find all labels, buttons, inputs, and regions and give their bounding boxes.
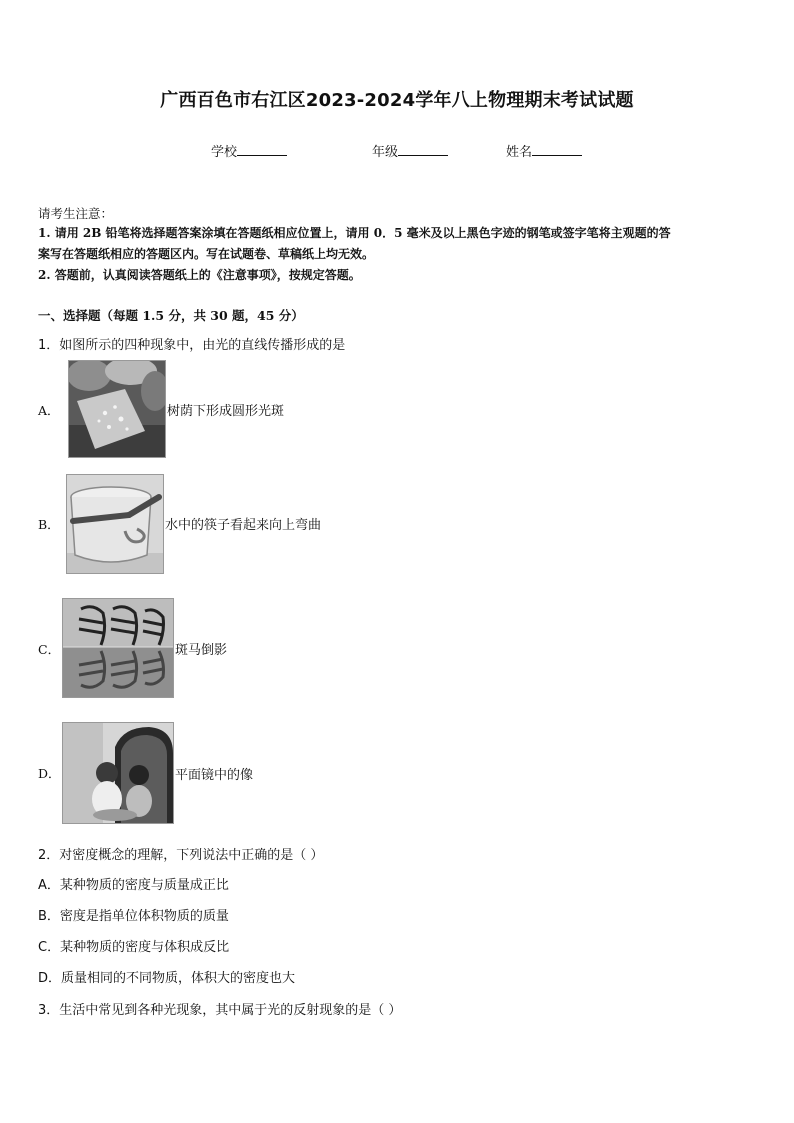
notice-line-1: 1. 请用 2B 铅笔将选择题答案涂填在答题纸相应位置上，请用 0．5 毫米及以上黑色字迹的钢笔或签字笔将主观题的答 — [38, 226, 671, 240]
q1-option-b-text: 水中的筷子看起来向上弯曲 — [165, 518, 322, 533]
q1-option-a-text: 树荫下形成圆形光斑 — [167, 404, 285, 419]
grade-label: 年级 — [372, 145, 399, 160]
notice-heading: 请考生注意： — [38, 206, 114, 221]
q1-option-a-letter: A． — [38, 403, 60, 418]
tree-shade-graphic — [69, 361, 165, 457]
tree-shade-image — [68, 360, 166, 458]
notice-line-2: 案写在答题纸相应的答题区内。写在试题卷、草稿纸上均无效。 — [38, 247, 375, 261]
school-blank[interactable] — [237, 143, 287, 156]
page-title: 广西百色市右江区2023-2024学年八上物理期末考试试题 — [160, 90, 634, 111]
grade-field — [372, 141, 448, 160]
grade-blank[interactable] — [398, 143, 448, 156]
q2-option-b: B．密度是指单位体积物质的质量 — [38, 909, 229, 924]
mirror-image — [62, 722, 174, 824]
q2-option-a: A．某种物质的密度与质量成正比 — [38, 878, 229, 893]
q1-option-d-text: 平面镜中的像 — [175, 768, 254, 783]
notice-line-3: 2. 答题前，认真阅读答题纸上的《注意事项》，按规定答题。 — [38, 268, 361, 282]
section-heading: 一、选择题（每题 1.5 分，共 30 题，45 分） — [38, 308, 304, 323]
zebra-graphic — [63, 599, 173, 697]
q2-option-d: D．质量相同的不同物质，体积大的密度也大 — [38, 971, 296, 986]
chopstick-graphic — [67, 475, 163, 573]
mirror-graphic — [63, 723, 173, 823]
q3-stem: 3．生活中常见到各种光现象，其中属于光的反射现象的是（ ） — [38, 1003, 402, 1018]
q1-option-d-letter: D． — [38, 766, 61, 781]
name-label: 姓名 — [506, 145, 533, 160]
q2-option-c: C．某种物质的密度与体积成反比 — [38, 940, 230, 955]
q2-stem: 2．对密度概念的理解，下列说法中正确的是（ ） — [38, 848, 324, 863]
q1-option-b-letter: B． — [38, 517, 60, 532]
name-blank[interactable] — [532, 143, 582, 156]
school-label: 学校 — [211, 145, 238, 160]
chopstick-image — [66, 474, 164, 574]
school-field — [211, 141, 287, 160]
name-field — [506, 141, 582, 160]
q1-option-c-letter: C． — [38, 642, 61, 657]
zebra-reflection-image — [62, 598, 174, 698]
q1-stem: 1．如图所示的四种现象中，由光的直线传播形成的是 — [38, 338, 346, 353]
q1-option-c-text: 斑马倒影 — [175, 643, 228, 658]
